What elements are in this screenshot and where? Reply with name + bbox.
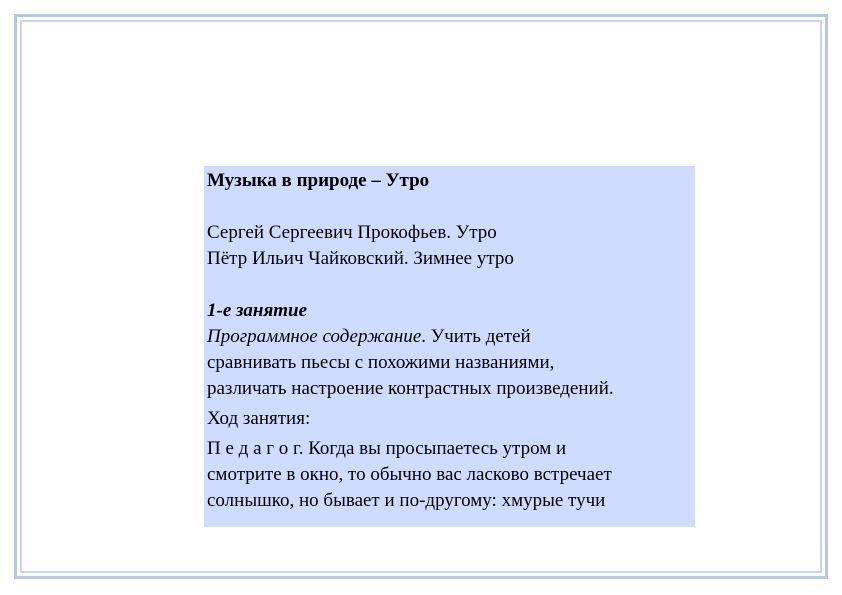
program-label: Программное содержание — [207, 326, 422, 347]
teacher-line: солнышко, но бывает и по-другому: хмурые тучи — [207, 490, 606, 511]
document-title: Музыка в природе – Утро — [207, 170, 430, 191]
procedure-heading: Ход занятия: — [207, 408, 311, 429]
teacher-line: П е д а г о г. Когда вы просыпаетесь утром и — [207, 438, 567, 459]
work-item: Пётр Ильич Чайковский. Зимнее утро — [207, 248, 514, 269]
spacer — [207, 272, 692, 298]
program-line: сравнивать пьесы с похожими названиями, — [207, 352, 555, 373]
spacer — [207, 194, 692, 220]
program-line — [207, 324, 692, 350]
program-text: . Учить детей — [421, 326, 531, 347]
teacher-line: смотрите в окно, то обычно вас ласково встречает — [207, 464, 612, 485]
work-item: Сергей Сергеевич Прокофьев. Утро — [207, 222, 497, 243]
program-line: различать настроение контрастных произведений. — [207, 378, 614, 399]
lesson-heading: 1-е занятие — [207, 300, 308, 321]
text-block — [204, 166, 695, 527]
